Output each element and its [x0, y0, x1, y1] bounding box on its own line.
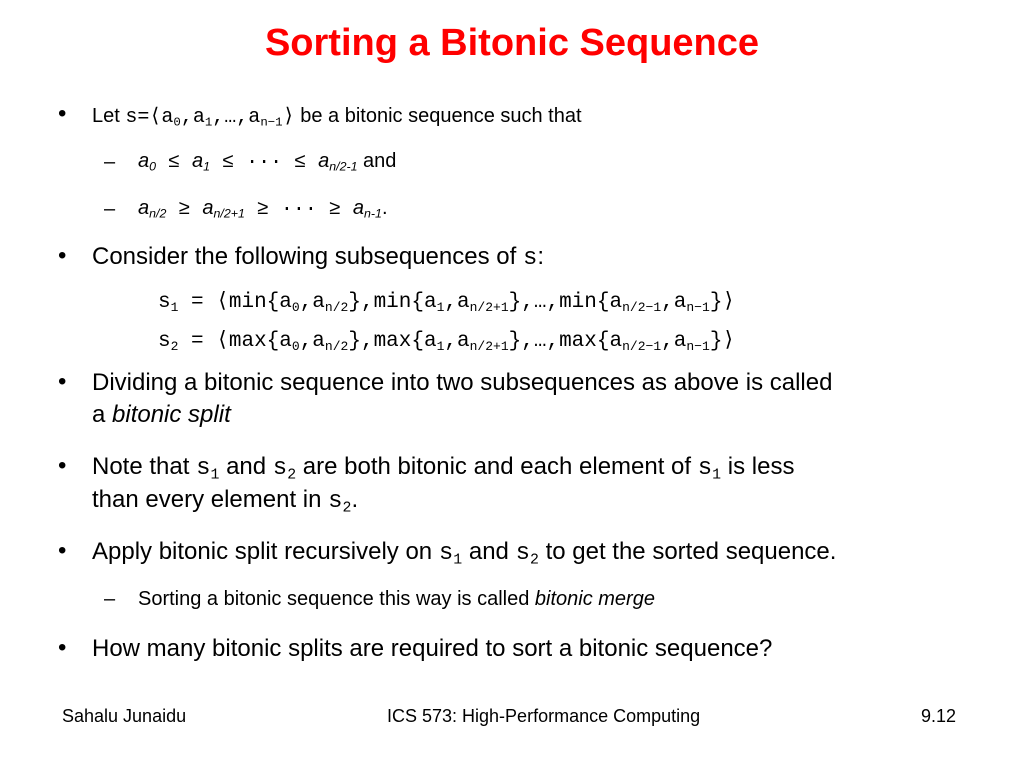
bullet-consider-subsequences: Consider the following subsequences of s: [92, 243, 545, 272]
bullet-note-bitonic-line2: than every element in $s_2$. [92, 486, 359, 517]
bullet-marker: • [58, 634, 67, 661]
footer-page-number: 9.12 [921, 706, 957, 726]
subbullet-descending: $a_{n/2} \ge a_{n/2+1}$ ≥ ··· ≥ $a_{n-1}$. [138, 197, 388, 221]
dash-marker: – [104, 588, 116, 610]
bullet-how-many-splits: How many bitonic splits are required to sort a bitonic sequence? [92, 635, 773, 662]
footer-course: ICS 573: High-Performance Computing [387, 706, 701, 726]
subbullet-bitonic-merge: Sorting a bitonic sequence this way is called bitonic merge [138, 588, 655, 610]
bullet-marker: • [58, 368, 67, 395]
subbullet-ascending: $a_0 \le a_1$ ≤ ··· ≤ $a_{n/2-1}$ and [138, 150, 397, 174]
bullet-bitonic-split-line1: Dividing a bitonic sequence into two subsequences as above is called [92, 369, 833, 396]
bullet-marker: • [58, 100, 67, 127]
footer-author: Sahalu Junaidu [62, 706, 187, 726]
bullet-bitonic-split-line2: a bitonic split [92, 401, 231, 428]
bullet-note-bitonic-line1: Note that $s_1$ and $s_2$ are both bitonic and each element of $s_1$ is less [92, 453, 795, 484]
bullet-let-sequence: Let $s=⟨a_0,a_1,\dots,a_{n-1}⟩$ be a bitonic sequence such that [92, 105, 582, 130]
dash-marker: – [104, 151, 116, 173]
bullet-marker: • [58, 537, 67, 564]
equation-s2-max: $s_2$ = $⟨\max\{a_0,a_{n/2}\},\max\{a_1,a_{n/2+1}\},\dots,\max\{a_{n/2-1},a_{n-1}\}⟩$ [158, 330, 736, 354]
bullet-apply-recursively: Apply bitonic split recursively on $s_1$ and $s_2$ to get the sorted sequence. [92, 538, 837, 569]
slide-title: Sorting a Bitonic Sequence [264, 22, 760, 64]
dash-marker: – [104, 198, 116, 220]
bullet-marker: • [58, 242, 67, 269]
equation-s1-min: $s_1$ = $⟨\min\{a_0,a_{n/2}\},\min\{a_1,a_{n/2+1}\},\dots,\min\{a_{n/2-1},a_{n-1}\}⟩$ [158, 291, 736, 315]
bullet-marker: • [58, 452, 67, 479]
